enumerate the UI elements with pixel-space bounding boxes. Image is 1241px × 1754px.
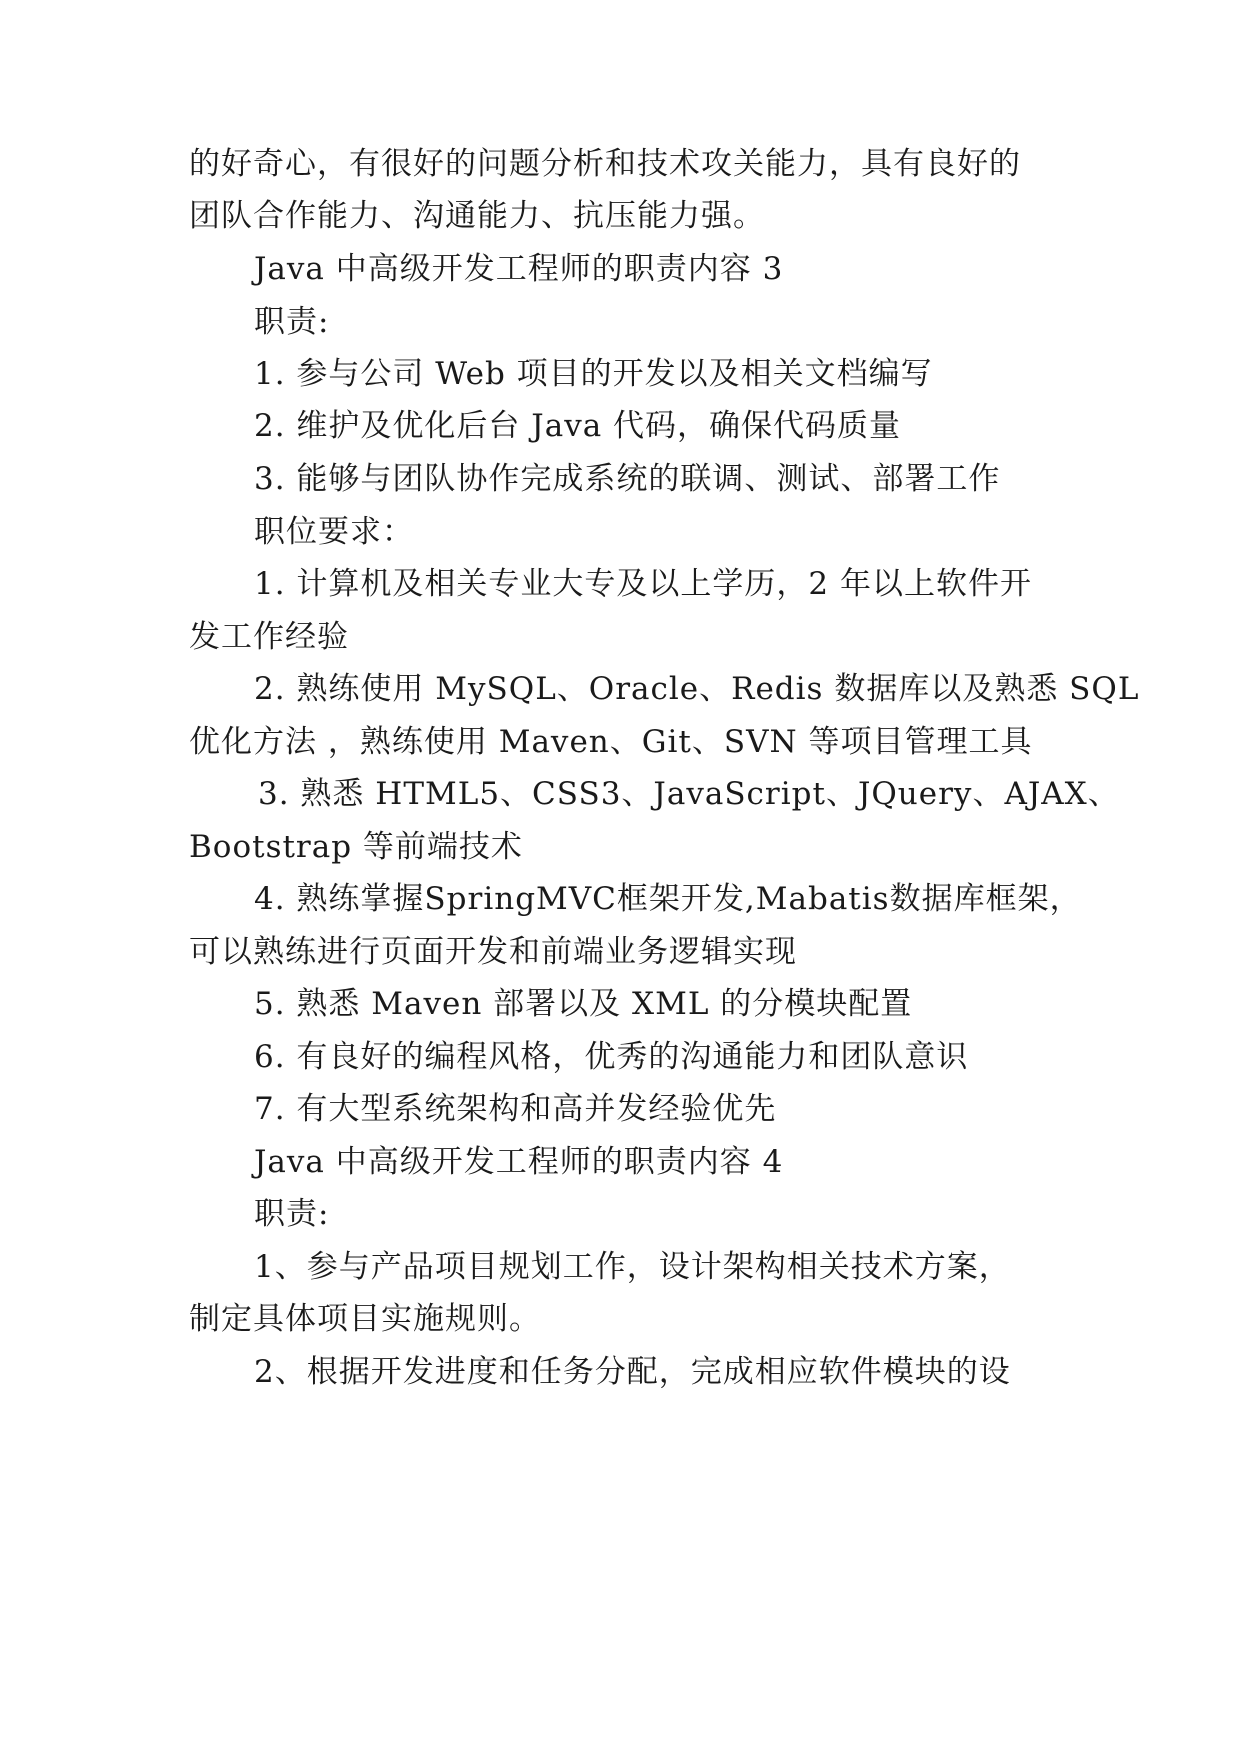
list-item: 6. 有良好的编程风格，优秀的沟通能力和团队意识 [254, 1039, 969, 1075]
list-item-continuation: 制定具体项目实施规则。 [189, 1301, 541, 1337]
list-item-continuation: 优化方法 ，熟练使用 Maven、Git、SVN 等项目管理工具 [189, 724, 1033, 760]
list-item: 1. 参与公司 Web 项目的开发以及相关文档编写 [254, 356, 933, 392]
list-item: 7. 有大型系统架构和高并发经验优先 [254, 1091, 777, 1127]
list-item-continuation: 发工作经验 [189, 619, 349, 655]
list-item: 2. 熟练使用 MySQL、Oracle、Redis 数据库以及熟悉 SQL [254, 671, 1140, 707]
list-item: 2. 维护及优化后台 Java 代码，确保代码质量 [254, 408, 902, 444]
list-item: 3. 能够与团队协作完成系统的联调、测试、部署工作 [254, 461, 1001, 497]
list-item: 1、参与产品项目规划工作，设计架构相关技术方案， [254, 1249, 1011, 1285]
list-item: 1. 计算机及相关专业大专及以上学历，2 年以上软件开 [254, 566, 1033, 602]
list-item: 5. 熟悉 Maven 部署以及 XML 的分模块配置 [254, 986, 913, 1022]
list-item-continuation: 可以熟练进行页面开发和前端业务逻辑实现 [189, 934, 797, 970]
list-item: 4. 熟练掌握SpringMVC框架开发,Mabatis数据库框架， [254, 881, 1082, 917]
list-item: 3. 熟悉 HTML5、CSS3、JavaScript、JQuery、AJAX、 [258, 776, 1120, 812]
paragraph-line: 团队合作能力、沟通能力、抗压能力强。 [189, 198, 765, 234]
subheading: 职位要求： [254, 514, 414, 550]
section-heading: Java 中高级开发工程师的职责内容 4 [254, 1144, 784, 1180]
subheading: 职责: [254, 1196, 330, 1232]
list-item-continuation: Bootstrap 等前端技术 [189, 829, 523, 865]
section-heading: Java 中高级开发工程师的职责内容 3 [254, 251, 784, 287]
list-item: 2、根据开发进度和任务分配，完成相应软件模块的设 [254, 1354, 1011, 1390]
subheading: 职责: [254, 304, 330, 340]
paragraph-line: 的好奇心，有很好的问题分析和技术攻关能力，具有良好的 [189, 146, 1021, 182]
